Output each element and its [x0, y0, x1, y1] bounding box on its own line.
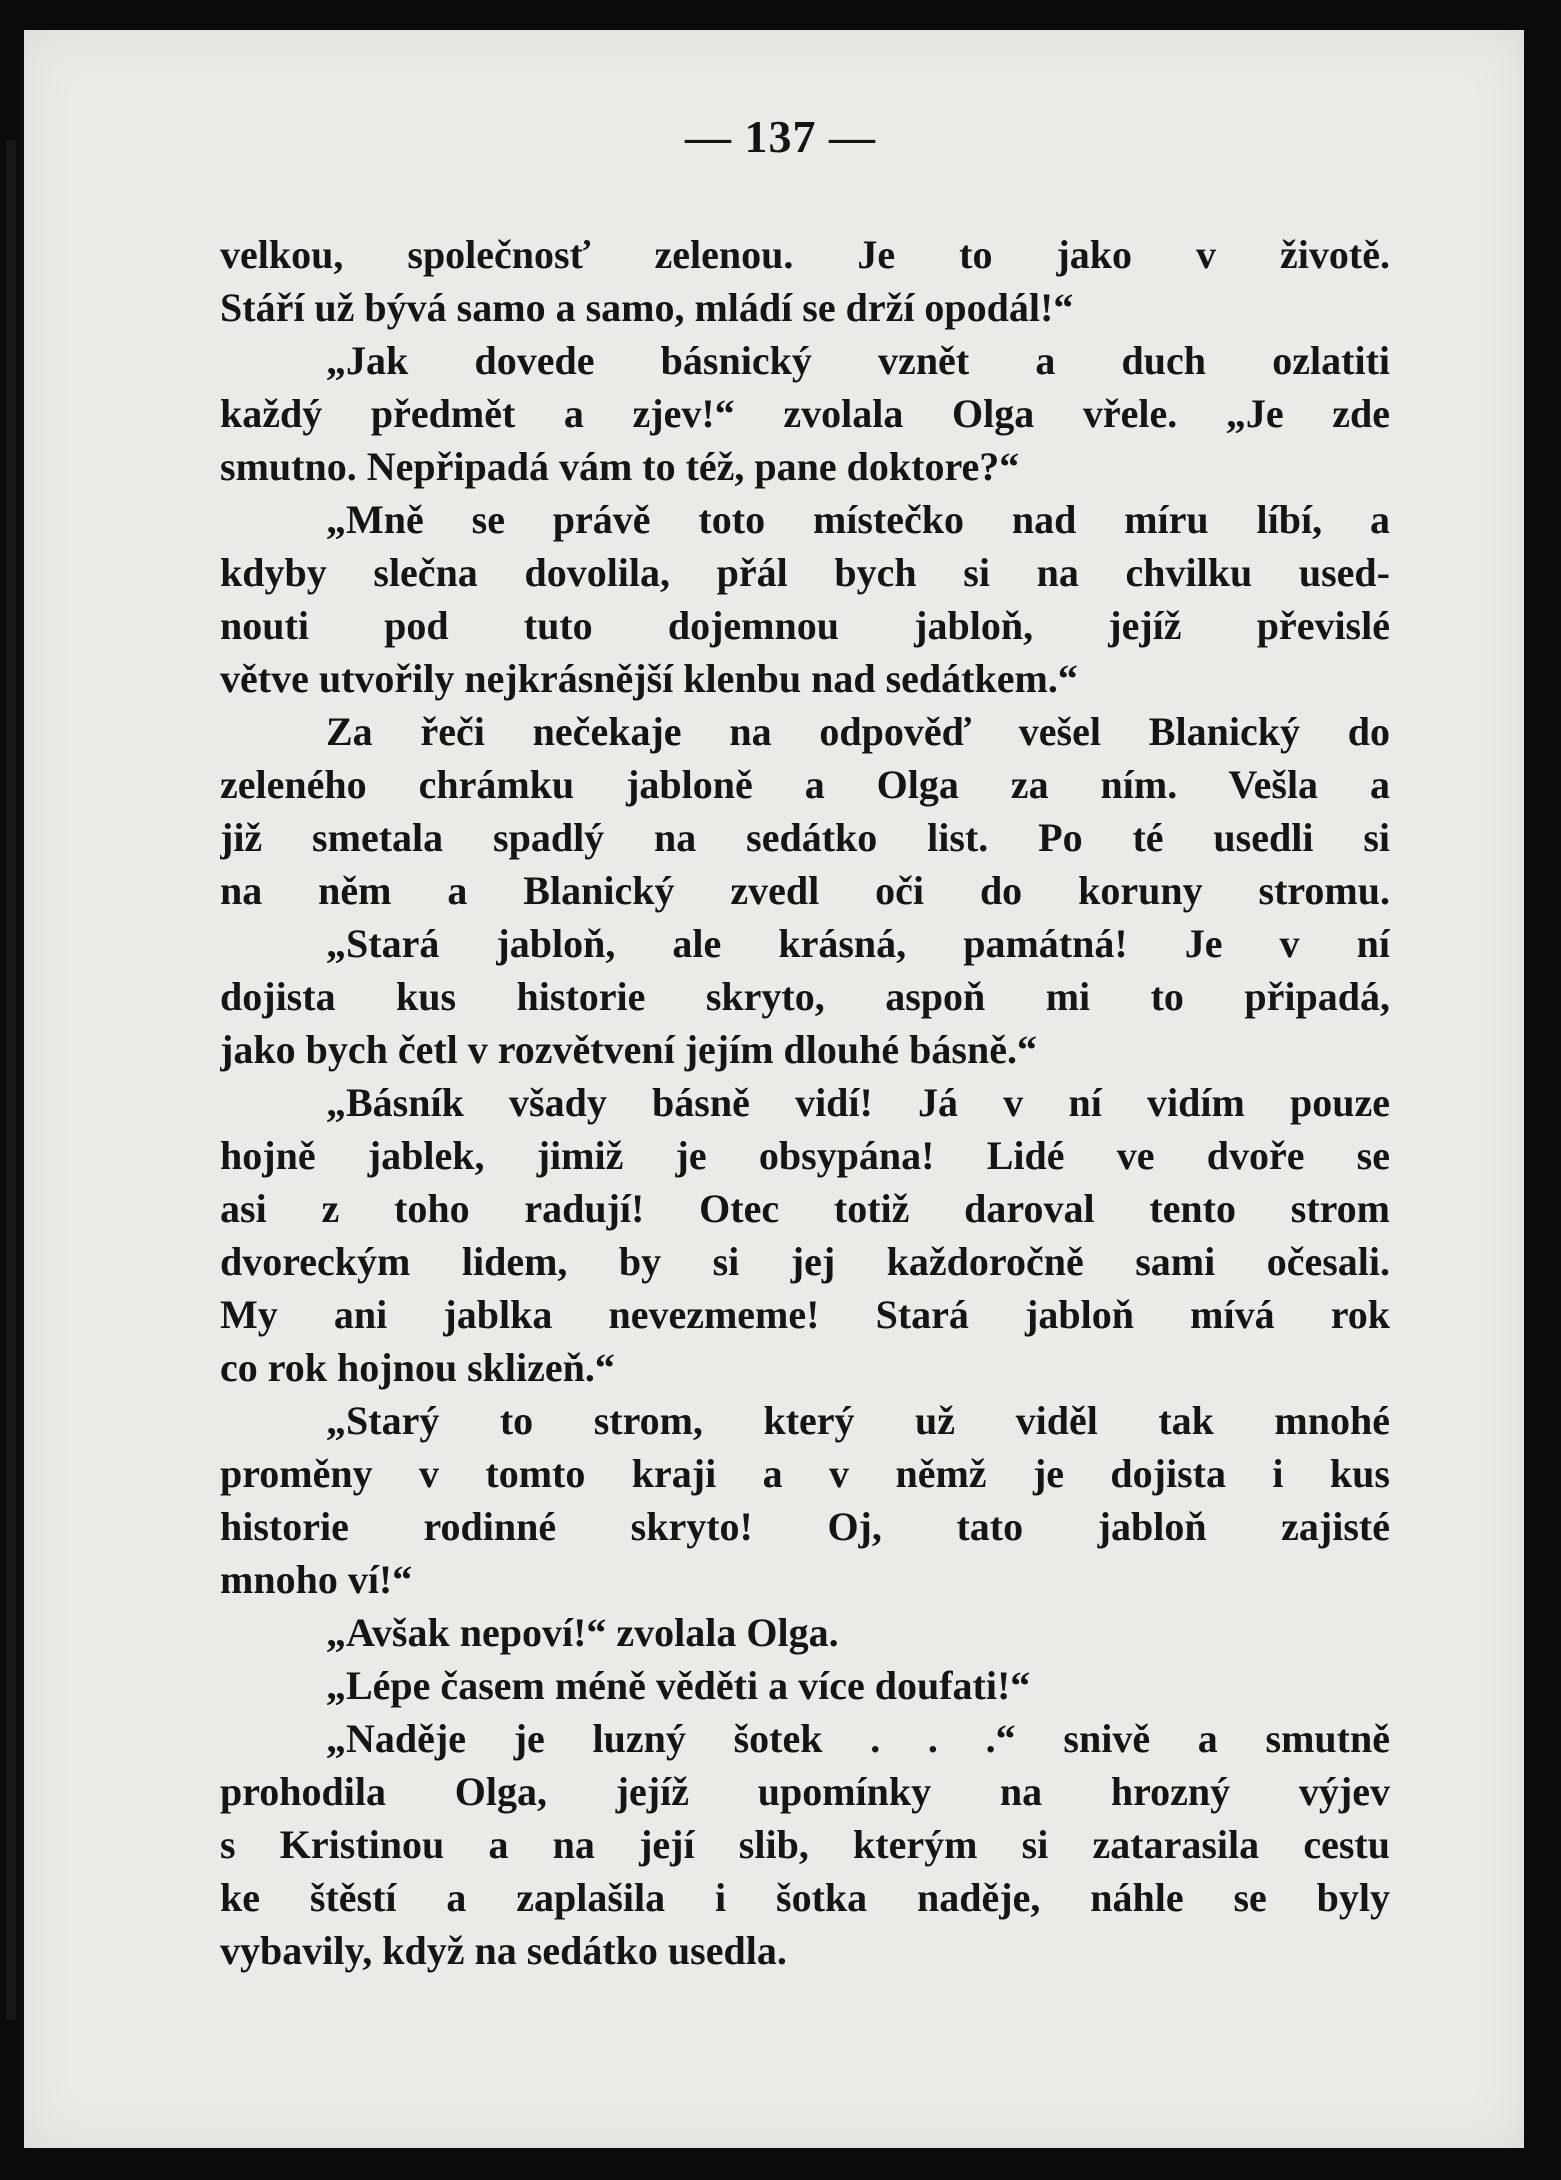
text-line: Za řeči nečekaje na odpověď vešel Blanický do [326, 709, 1390, 754]
text-line: „Avšak nepoví!“ zvolala Olga. [326, 1610, 839, 1655]
text-line: zeleného chrámku jabloně a Olga za ním. Vešla a [220, 762, 1390, 807]
text-line: na něm a Blanický zvedl oči do koruny stromu. [220, 868, 1390, 913]
text-line: „Básník všady básně vidí! Já v ní vidím pouze [326, 1080, 1390, 1125]
body-text [220, 228, 1390, 1977]
text-line: „Lépe časem méně věděti a více doufati!“ [326, 1663, 1031, 1708]
text-line: asi z toho radují! Otec totiž daroval tento strom [220, 1186, 1390, 1231]
text-line: již smetala spadlý na sedátko list. Po té usedli si [220, 815, 1390, 860]
text-line: co rok hojnou sklizeň.“ [220, 1345, 615, 1390]
text-line: každý předmět a zjev!“ zvolala Olga vřele. „Je zde [220, 391, 1390, 436]
text-line: smutno. Nepřipadá vám to též, pane doktore?“ [220, 444, 1020, 489]
text-line: „Jak dovede básnický vznět a duch ozlatiti [326, 338, 1390, 383]
text-line: hojně jablek, jimiž je obsypána! Lidé ve dvoře se [220, 1133, 1390, 1178]
text-line: „Stará jabloň, ale krásná, památná! Je v ní [326, 921, 1390, 966]
text-line: velkou, společnosť zelenou. Je to jako v životě. [220, 232, 1390, 277]
text-line: My ani jablka nevezmeme! Stará jabloň mívá rok [220, 1292, 1390, 1337]
text-line: „Naděje je luzný šotek . . .“ snivě a smutně [326, 1716, 1390, 1761]
text-line: větve utvořily nejkrásnější klenbu nad sedátkem.“ [220, 656, 1078, 701]
text-line: proměny v tomto kraji a v němž je dojista i kus [220, 1451, 1390, 1496]
text-line: historie rodinné skryto! Oj, tato jabloň zajisté [220, 1504, 1390, 1549]
text-line: „Mně se právě toto místečko nad míru líbí, a [326, 497, 1390, 542]
scan-right-border [1537, 0, 1551, 2180]
text-line: dvoreckým lidem, by si jej každoročně sami očesali. [220, 1239, 1390, 1284]
text-line: kdyby slečna dovolila, přál bych si na chvilku used- [220, 550, 1390, 595]
text-line: mnoho ví!“ [220, 1557, 413, 1602]
text-line: dojista kus historie skryto, aspoň mi to připadá, [220, 974, 1390, 1019]
text-line: prohodila Olga, jejíž upomínky na hrozný výjev [220, 1769, 1390, 1814]
page-binding-edge [6, 140, 16, 2020]
text-line: „Starý to strom, který už viděl tak mnohé [326, 1398, 1390, 1443]
text-line: s Kristinou a na její slib, kterým si zatarasila cestu [220, 1822, 1390, 1867]
text-line: vybavily, když na sedátko usedla. [220, 1928, 787, 1973]
page-number: — 137 — [685, 111, 876, 162]
text-line: jako bych četl v rozvětvení jejím dlouhé básně.“ [220, 1027, 1037, 1072]
text-line: ke štěstí a zaplašila i šotka naděje, náhle se byly [220, 1875, 1390, 1920]
text-line: Stáří už bývá samo a samo, mládí se drží opodál!“ [220, 285, 1074, 330]
text-line: nouti pod tuto dojemnou jabloň, jejíž převislé [220, 603, 1390, 648]
